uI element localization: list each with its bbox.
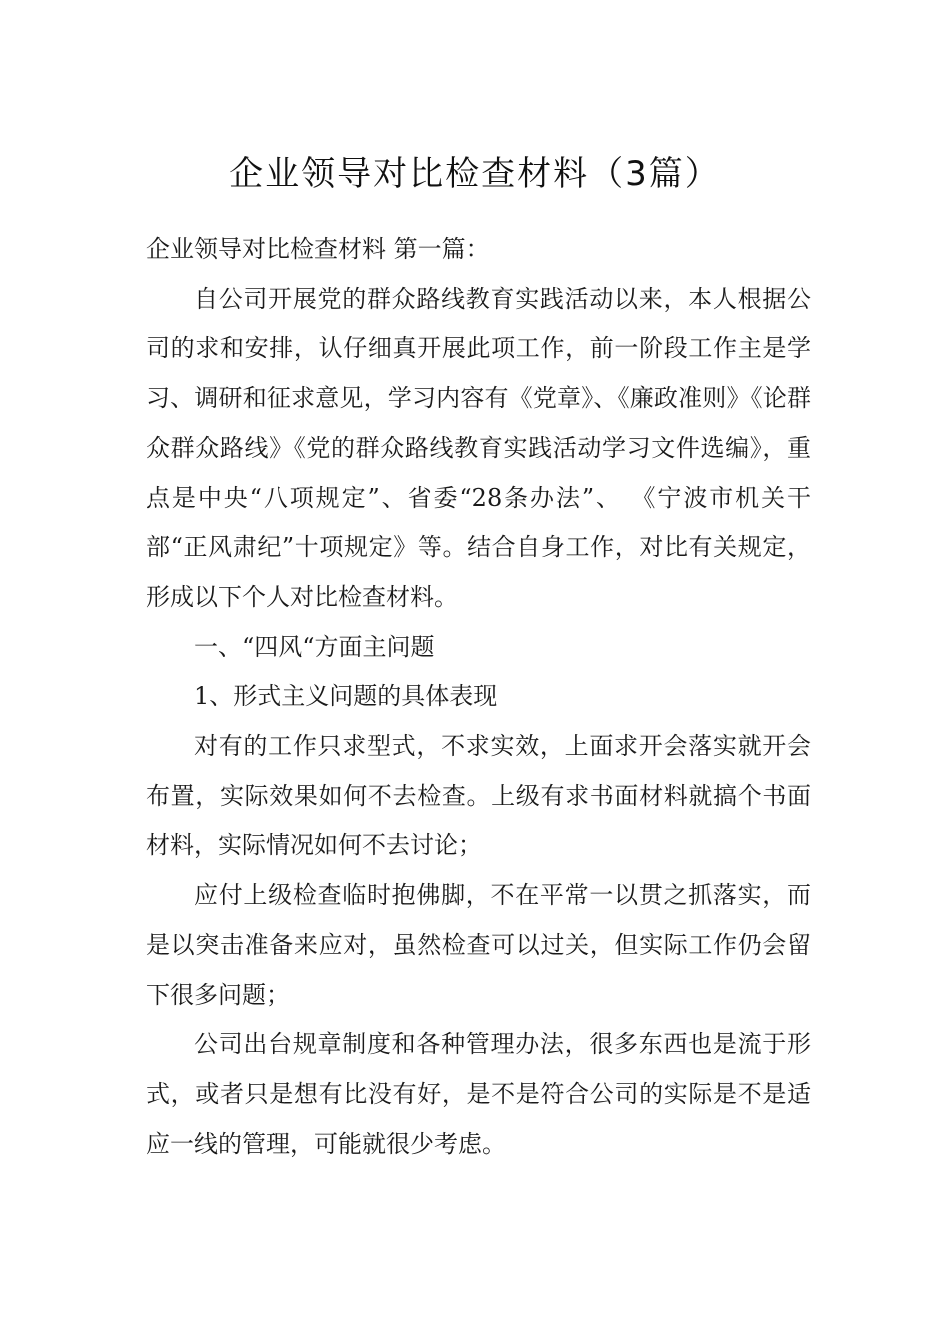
paragraph-intro: 自公司开展党的群众路线教育实践活动以来，本人根据公司的求和安排，认仔细真开展此项工作，前一阶段工作主是学习、调研和征求意见，学习内容有《党章》、《廉政准则》《论群众群众路线》《党的群众路线教育实践活动学习文件选编》，重点是中央“八项规定”、省委“28条办法”、 《宁波市机关干部“正风肃纪”十项规定》等。结合自身工作，对比有关规定，形成以下个人对比检查材料。 [146, 284, 811, 611]
paragraph-heading-formalism: 1、形式主义问题的具体表现 [194, 682, 498, 711]
paragraph-formalism-2: 应付上级检查临时抱佛脚，不在平常一以贯之抓落实，而是以突击准备来应对，虽然检查可以过关，但实际工作仍会留下很多问题； [146, 881, 811, 1009]
paragraph-heading-four-winds: 一、“四风“方面主问题 [194, 632, 435, 661]
document-body [146, 225, 811, 1169]
paragraph-formalism-1: 对有的工作只求型式，不求实效，上面求开会落实就开会布置，实际效果如何不去检查。上级有求书面材料就搞个书面材料，实际情况如何不去讨论； [146, 732, 811, 860]
document-title: 企业领导对比检查材料（3篇） [229, 153, 721, 194]
paragraph-formalism-3: 公司出台规章制度和各种管理办法，很多东西也是流于形式，或者只是想有比没有好，是不是符合公司的实际是不是适应一线的管理，可能就很少考虑。 [146, 1030, 811, 1158]
section-heading: 企业领导对比检查材料 第一篇： [146, 235, 490, 263]
